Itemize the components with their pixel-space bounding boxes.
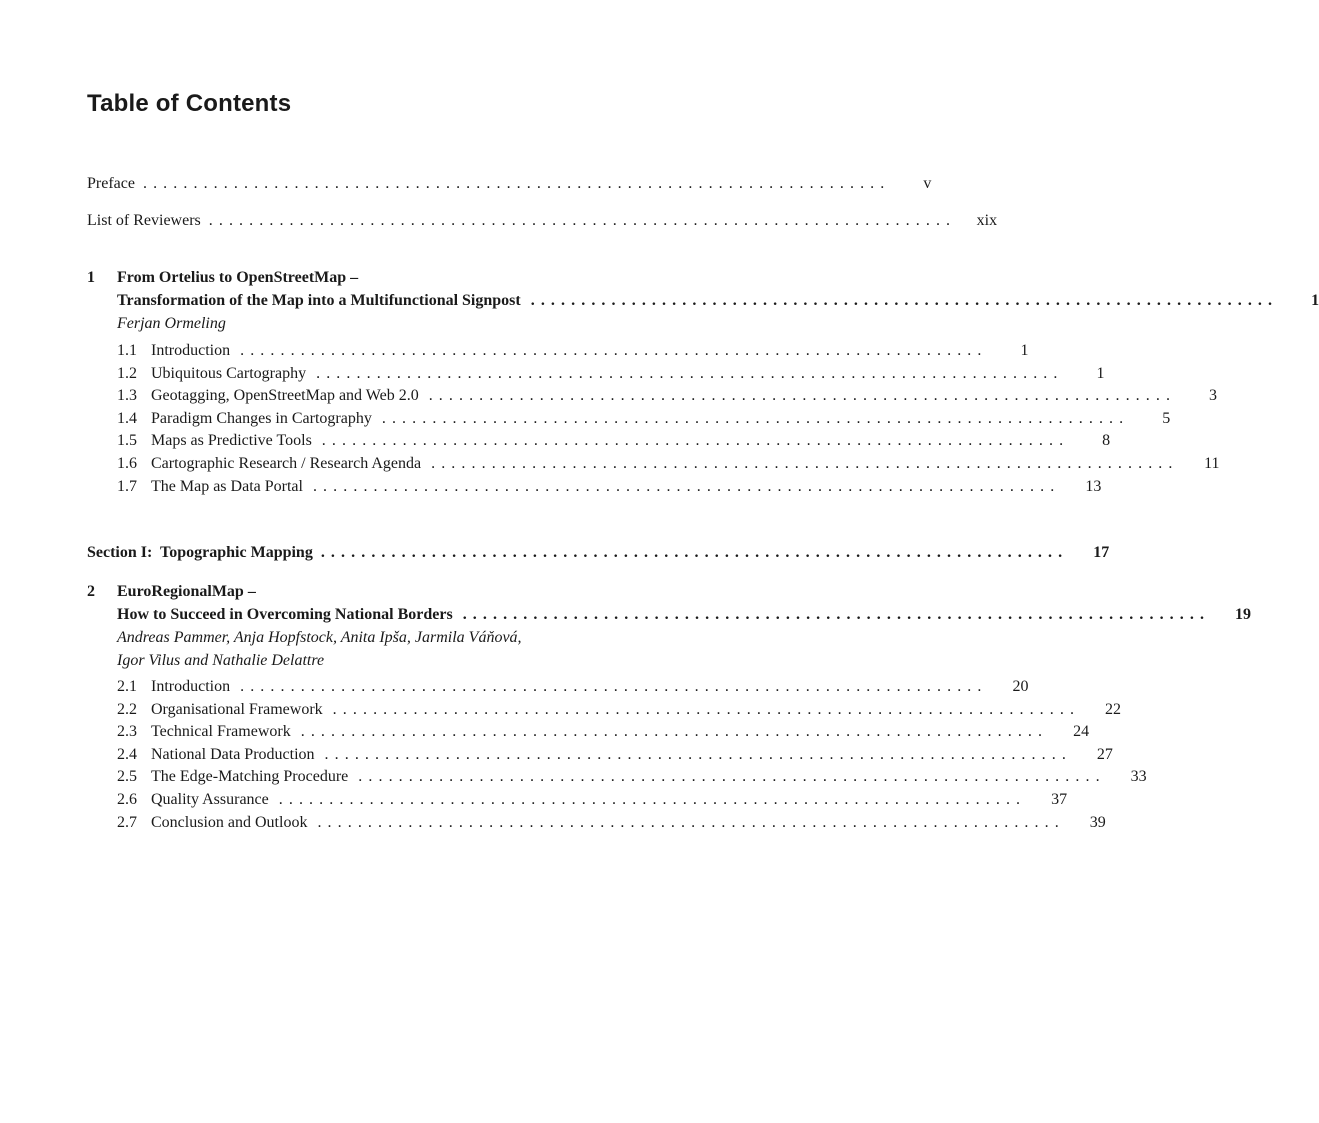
toc-part-entry[interactable] — [87, 542, 1110, 564]
section-number: 2.2 — [117, 701, 137, 718]
section-number: 1.4 — [117, 410, 137, 427]
entry-label: List of Reviewers — [87, 212, 201, 229]
entry-label: Preface — [87, 175, 135, 192]
toc-section-entry[interactable] — [117, 721, 1090, 743]
section-label: Conclusion and Outlook — [151, 814, 308, 831]
dot-leader: . . . . . . . . . . . . . . . . . . . . . . . . . . . . . . . . . . . . . . . . . . . . . . . . . . . . . . . . . . . . . . . . . . . . . . . . . . — [142, 175, 886, 192]
section-page: 1 — [1020, 342, 1029, 359]
section-number: 1.2 — [117, 365, 137, 382]
toc-entry-list-of-reviewers[interactable] — [87, 210, 998, 232]
dot-leader: . . . . . . . . . . . . . . . . . . . . . . . . . . . . . . . . . . . . . . . . . . . . . . . . . . . . . . . . . . . . . . . . . . . . . . . . . . — [208, 212, 952, 229]
section-label: Organisational Framework — [151, 701, 323, 718]
section-label: The Map as Data Portal — [151, 478, 303, 495]
entry-page: xix — [976, 212, 998, 229]
toc-section-entry[interactable] — [117, 453, 1220, 475]
chapter-1-authors: Ferjan Ormeling — [117, 315, 226, 332]
chapter-2-title-row[interactable] — [117, 604, 1252, 626]
chapter-2-authors-line1: Andreas Pammer, Anja Hopfstock, Anita Ipša, Jarmila Váňová, — [117, 629, 522, 646]
toc-section-entry[interactable] — [117, 676, 1029, 698]
part-label: Section I: Topographic Mapping — [87, 544, 313, 561]
section-page: 22 — [1105, 701, 1122, 718]
page-title: Table of Contents — [87, 90, 292, 117]
section-page: 24 — [1073, 723, 1090, 740]
chapter-1-page: 1 — [1311, 292, 1319, 309]
section-page: 20 — [1012, 678, 1029, 695]
chapter-1-title-line2: Transformation of the Map into a Multifunctional Signpost — [117, 292, 521, 309]
section-label: The Edge-Matching Procedure — [151, 768, 349, 785]
section-number: 1.3 — [117, 387, 137, 404]
dot-leader: . . . . . . . . . . . . . . . . . . . . . . . . . . . . . . . . . . . . . . . . . . . . . . . . . . . . . . . . . . . . . . . . . . . . . . . . . . — [462, 606, 1206, 623]
chapter-2-number: 2 — [87, 583, 95, 600]
section-number: 1.5 — [117, 432, 137, 449]
toc-section-entry[interactable] — [117, 340, 1029, 362]
section-label: Introduction — [151, 342, 231, 359]
dot-leader: . . . . . . . . . . . . . . . . . . . . . . . . . . . . . . . . . . . . . . . . . . . . . . . . . . . . . . . . . . . . . . . . . . . . . . . . . . — [381, 410, 1125, 427]
section-page: 5 — [1162, 410, 1171, 427]
section-number: 2.6 — [117, 791, 137, 808]
section-page: 13 — [1085, 478, 1102, 495]
section-number: 2.3 — [117, 723, 137, 740]
dot-leader: . . . . . . . . . . . . . . . . . . . . . . . . . . . . . . . . . . . . . . . . . . . . . . . . . . . . . . . . . . . . . . . . . . . . . . . . . . — [316, 365, 1059, 382]
section-page: 37 — [1051, 791, 1068, 808]
section-label: Geotagging, OpenStreetMap and Web 2.0 — [151, 387, 419, 404]
section-page: 3 — [1209, 387, 1218, 404]
toc-section-entry[interactable] — [117, 430, 1111, 452]
section-label: Quality Assurance — [151, 791, 269, 808]
dot-leader: . . . . . . . . . . . . . . . . . . . . . . . . . . . . . . . . . . . . . . . . . . . . . . . . . . . . . . . . . . . . . . . . . . . . . . . . . . — [240, 678, 983, 695]
dot-leader: . . . . . . . . . . . . . . . . . . . . . . . . . . . . . . . . . . . . . . . . . . . . . . . . . . . . . . . . . . . . . . . . . . . . . . . . . . — [431, 455, 1174, 472]
section-label: National Data Production — [151, 746, 315, 763]
dot-leader: . . . . . . . . . . . . . . . . . . . . . . . . . . . . . . . . . . . . . . . . . . . . . . . . . . . . . . . . . . . . . . . . . . . . . . . . . . — [530, 292, 1274, 309]
section-label: Introduction — [151, 678, 231, 695]
chapter-2-title-line1[interactable]: EuroRegionalMap – — [117, 583, 256, 600]
toc-section-entry[interactable] — [117, 363, 1105, 385]
chapter-1-title-line1[interactable]: From Ortelius to OpenStreetMap – — [117, 269, 359, 286]
chapter-2-authors-line2: Igor Vilus and Nathalie Delattre — [117, 652, 325, 669]
section-label: Cartographic Research / Research Agenda — [151, 455, 422, 472]
section-label: Ubiquitous Cartography — [151, 365, 307, 382]
section-number: 2.7 — [117, 814, 137, 831]
section-page: 8 — [1102, 432, 1111, 449]
section-page: 39 — [1089, 814, 1106, 831]
dot-leader: . . . . . . . . . . . . . . . . . . . . . . . . . . . . . . . . . . . . . . . . . . . . . . . . . . . . . . . . . . . . . . . . . . . . . . . . . . — [358, 768, 1101, 785]
dot-leader: . . . . . . . . . . . . . . . . . . . . . . . . . . . . . . . . . . . . . . . . . . . . . . . . . . . . . . . . . . . . . . . . . . . . . . . . . . — [317, 814, 1060, 831]
dot-leader: . . . . . . . . . . . . . . . . . . . . . . . . . . . . . . . . . . . . . . . . . . . . . . . . . . . . . . . . . . . . . . . . . . . . . . . . . . — [240, 342, 983, 359]
dot-leader: . . . . . . . . . . . . . . . . . . . . . . . . . . . . . . . . . . . . . . . . . . . . . . . . . . . . . . . . . . . . . . . . . . . . . . . . . . — [278, 791, 1022, 808]
section-number: 1.6 — [117, 455, 137, 472]
toc-section-entry[interactable] — [117, 789, 1068, 811]
chapter-1-title-row[interactable] — [117, 290, 1319, 312]
section-page: 11 — [1204, 455, 1220, 472]
chapter-2-page: 19 — [1235, 606, 1252, 623]
dot-leader: . . . . . . . . . . . . . . . . . . . . . . . . . . . . . . . . . . . . . . . . . . . . . . . . . . . . . . . . . . . . . . . . . . . . . . . . . . — [324, 746, 1067, 763]
toc-section-entry[interactable] — [117, 766, 1147, 788]
dot-leader: . . . . . . . . . . . . . . . . . . . . . . . . . . . . . . . . . . . . . . . . . . . . . . . . . . . . . . . . . . . . . . . . . . . . . . . . . . — [312, 478, 1056, 495]
section-number: 1.1 — [117, 342, 137, 359]
section-page: 27 — [1096, 746, 1113, 763]
section-number: 2.4 — [117, 746, 137, 763]
section-number: 1.7 — [117, 478, 137, 495]
dot-leader: . . . . . . . . . . . . . . . . . . . . . . . . . . . . . . . . . . . . . . . . . . . . . . . . . . . . . . . . . . . . . . . . . . . . . . . . . . — [320, 544, 1064, 561]
section-label: Maps as Predictive Tools — [151, 432, 312, 449]
toc-entry-preface[interactable] — [87, 173, 932, 195]
toc-section-entry[interactable] — [117, 385, 1218, 407]
dot-leader: . . . . . . . . . . . . . . . . . . . . . . . . . . . . . . . . . . . . . . . . . . . . . . . . . . . . . . . . . . . . . . . . . . . . . . . . . . — [300, 723, 1044, 740]
toc-section-entry[interactable] — [117, 812, 1106, 834]
toc-section-entry[interactable] — [117, 744, 1113, 766]
toc-section-entry[interactable] — [117, 476, 1102, 498]
section-page: 1 — [1096, 365, 1105, 382]
section-number: 2.1 — [117, 678, 137, 695]
section-label: Paradigm Changes in Cartography — [151, 410, 372, 427]
toc-section-entry[interactable] — [117, 408, 1171, 430]
entry-page: v — [923, 175, 932, 192]
section-page: 33 — [1130, 768, 1147, 785]
dot-leader: . . . . . . . . . . . . . . . . . . . . . . . . . . . . . . . . . . . . . . . . . . . . . . . . . . . . . . . . . . . . . . . . . . . . . . . . . . — [321, 432, 1065, 449]
chapter-2-title-line2: How to Succeed in Overcoming National Borders — [117, 606, 453, 623]
part-page: 17 — [1093, 544, 1110, 561]
chapter-1-number: 1 — [87, 269, 95, 286]
section-label: Technical Framework — [151, 723, 291, 740]
section-number: 2.5 — [117, 768, 137, 785]
toc-section-entry[interactable] — [117, 699, 1122, 721]
dot-leader: . . . . . . . . . . . . . . . . . . . . . . . . . . . . . . . . . . . . . . . . . . . . . . . . . . . . . . . . . . . . . . . . . . . . . . . . . . — [428, 387, 1172, 404]
dot-leader: . . . . . . . . . . . . . . . . . . . . . . . . . . . . . . . . . . . . . . . . . . . . . . . . . . . . . . . . . . . . . . . . . . . . . . . . . . — [332, 701, 1076, 718]
